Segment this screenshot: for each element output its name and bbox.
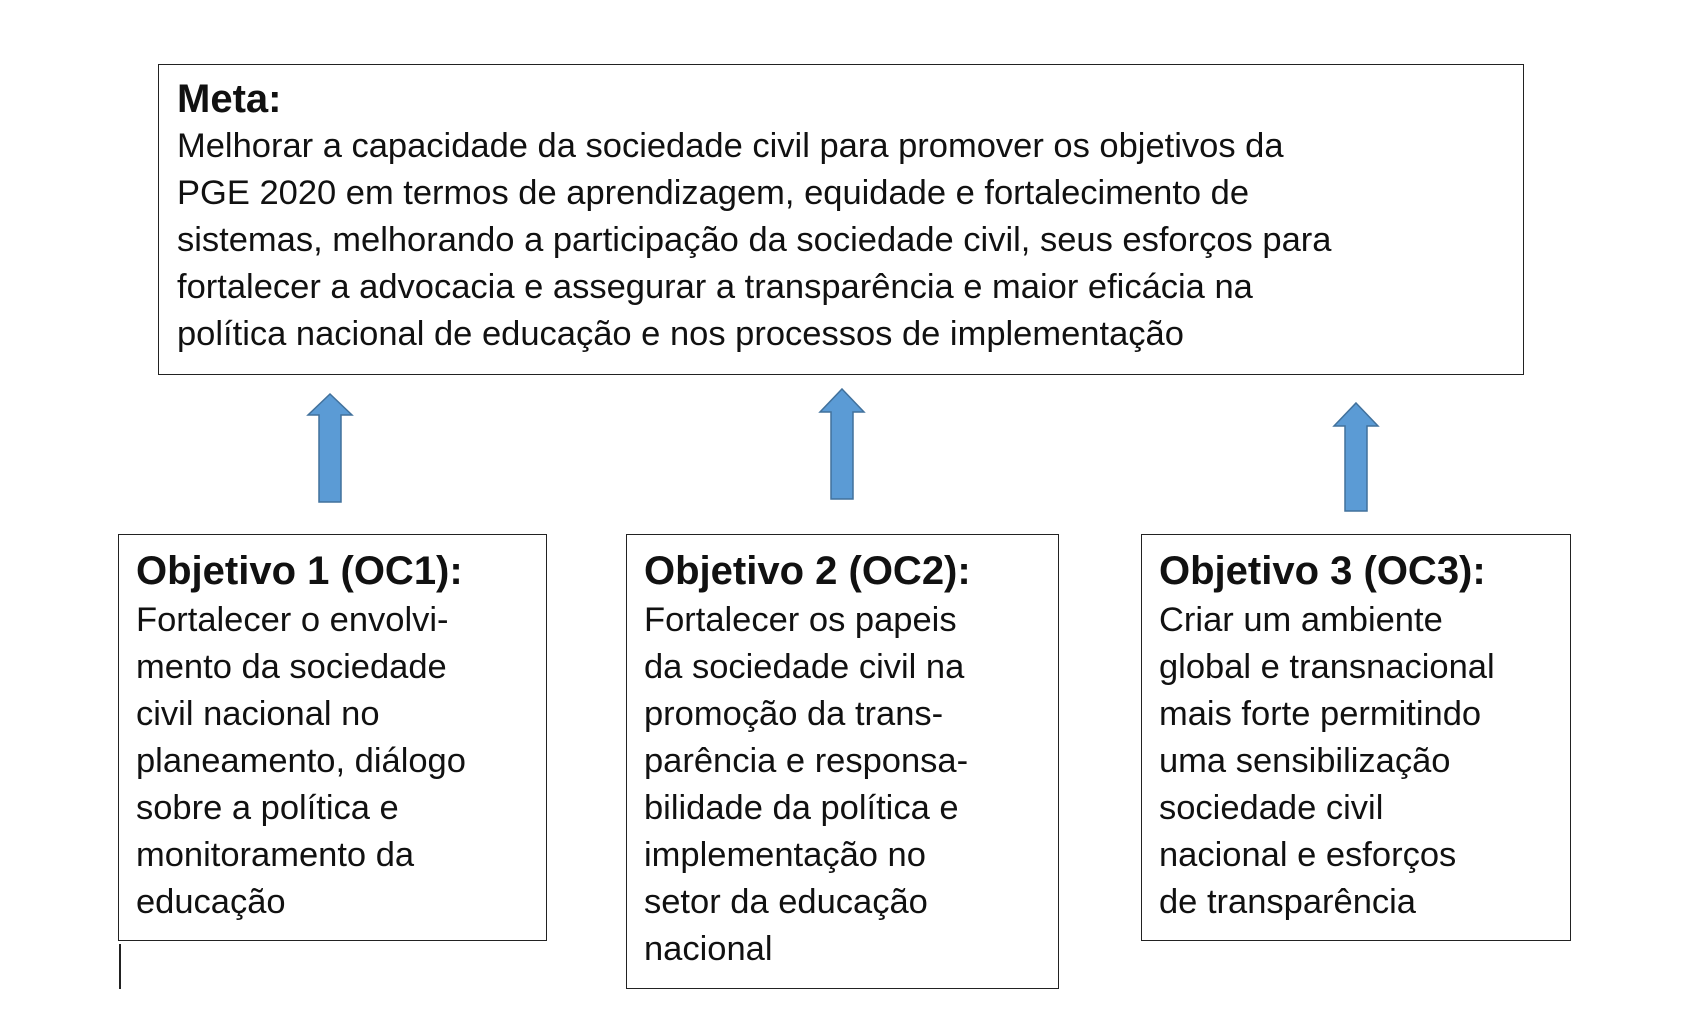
text-cursor bbox=[119, 944, 121, 989]
objective-1-text: Fortalecer o envolvi- mento da sociedade civil nacional no planeamento, diálogo sobre a política e monitoramento da educação bbox=[136, 601, 466, 921]
arrow-up-icon bbox=[819, 388, 865, 500]
objective-1-title: Objetivo 1 (OC1): bbox=[136, 549, 463, 593]
objective-1-box bbox=[118, 534, 547, 941]
objective-3-title: Objetivo 3 (OC3): bbox=[1159, 549, 1486, 593]
objective-3-text: Criar um ambiente global e transnacional mais forte permitindo uma sensibilização sociedade civil nacional e esforços de transparência bbox=[1159, 601, 1495, 921]
arrow-up-icon bbox=[1333, 402, 1379, 512]
goal-text: Melhorar a capacidade da sociedade civil para promover os objetivos da PGE 2020 em termos de aprendizagem, equidade e fortalecimento de sistemas, melhorando a participação da sociedade civil, seus esforços para fortalecer a advocacia e assegurar a transparência e maior eficácia na política nacional de educação e nos processos de implementação bbox=[177, 127, 1332, 353]
objective-2-title: Objetivo 2 (OC2): bbox=[644, 549, 971, 593]
objective-2-box bbox=[626, 534, 1059, 989]
arrow-up-icon bbox=[307, 393, 353, 503]
goal-box bbox=[158, 64, 1524, 375]
objective-2-text: Fortalecer os papeis da sociedade civil na promoção da trans- parência e responsa- bilidade da política e implementação no setor da educação nacional bbox=[644, 601, 969, 968]
goal-title: Meta: bbox=[177, 77, 282, 121]
objective-3-box bbox=[1141, 534, 1571, 941]
